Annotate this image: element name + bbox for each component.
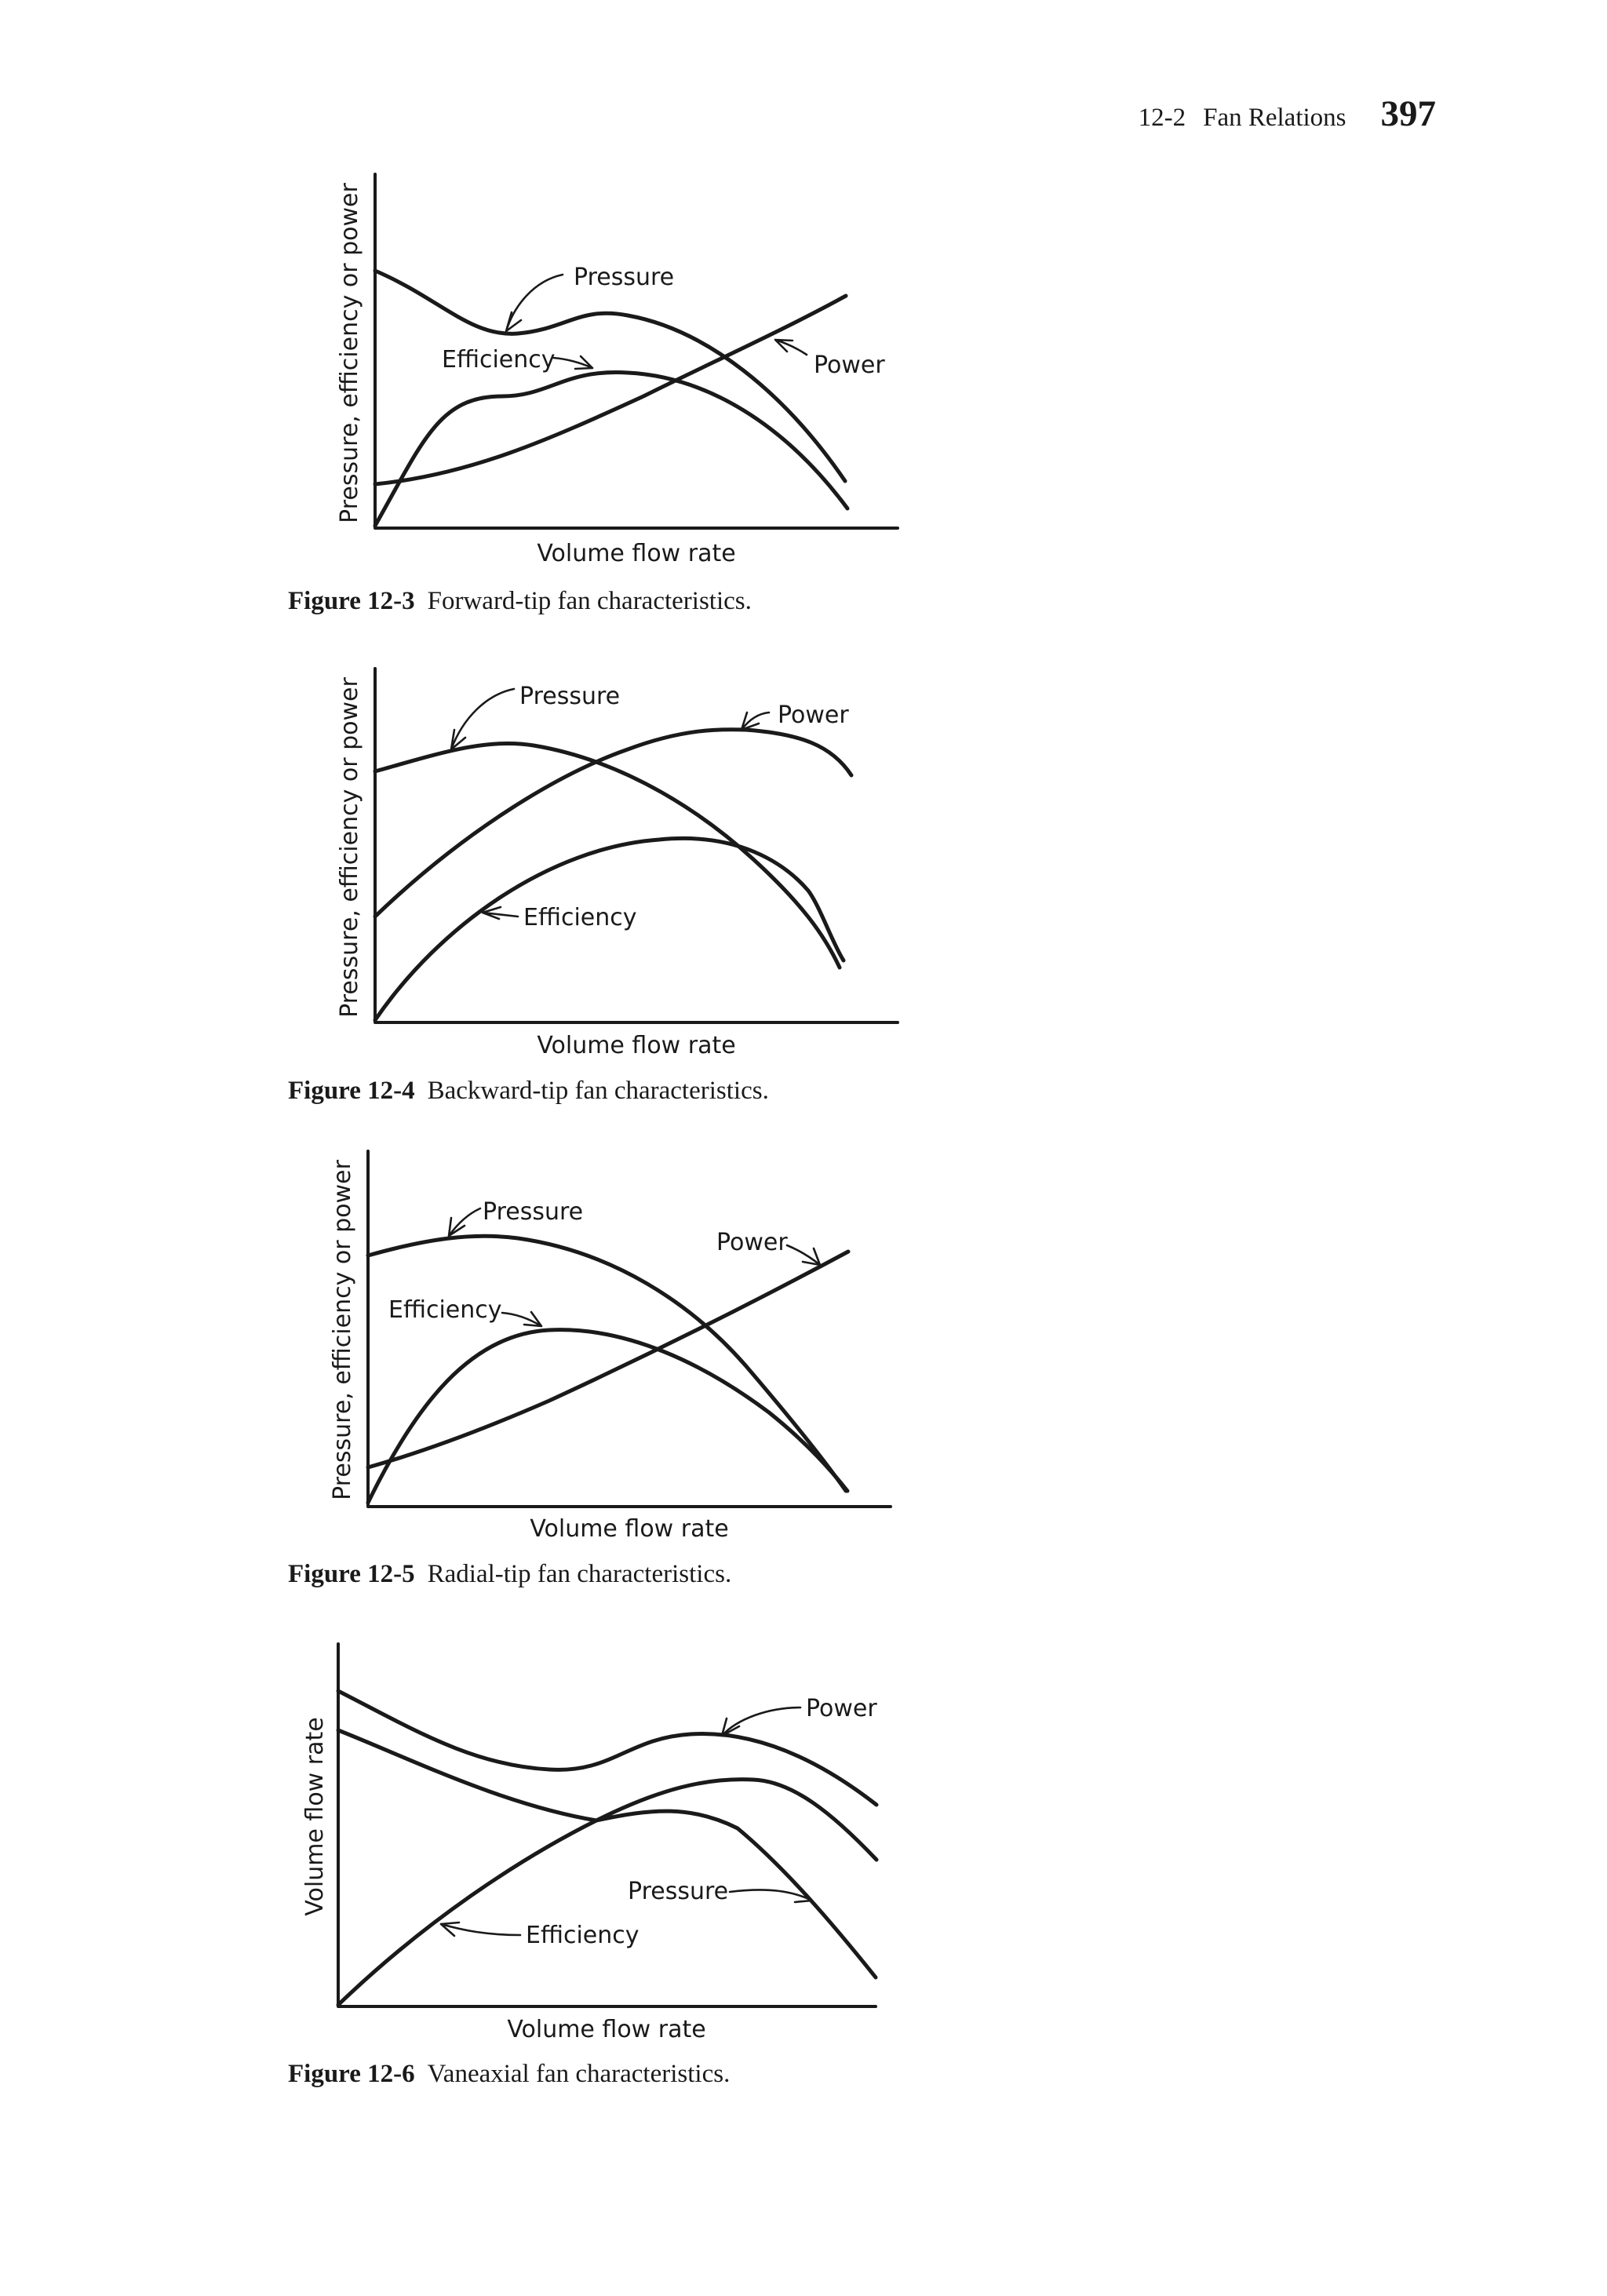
figure-12-6-caption bbox=[288, 2060, 730, 2089]
figure-12-4-caption bbox=[288, 1077, 769, 1106]
fig5-pressure-curve bbox=[368, 1236, 846, 1491]
fig6-axes bbox=[338, 1644, 876, 2006]
figure-12-6-caption-text: Vaneaxial fan characteristics. bbox=[427, 2060, 731, 2088]
fig3-xlabel: Volume flow rate bbox=[537, 540, 736, 567]
fig4-ylabel: Pressure, efficiency or power bbox=[336, 677, 363, 1018]
figure-12-6-chart bbox=[0, 1636, 942, 2044]
fig6-ylabel: Volume flow rate bbox=[301, 1717, 329, 1916]
figure-12-4-number: Figure 12-4 bbox=[288, 1077, 415, 1105]
figure-12-6-number: Figure 12-6 bbox=[288, 2060, 415, 2088]
page-number: 397 bbox=[1380, 93, 1436, 134]
fig5-xlabel: Volume flow rate bbox=[530, 1515, 729, 1543]
fig5-pressure-label: Pressure bbox=[483, 1198, 584, 1226]
fig5-ylabel: Pressure, efficiency or power bbox=[329, 1160, 356, 1500]
figure-12-5-caption bbox=[288, 1560, 731, 1589]
fig3-power-curve bbox=[375, 296, 846, 484]
fig6-efficiency-leader bbox=[441, 1922, 520, 1936]
fig3-pressure-curve bbox=[375, 271, 845, 481]
fig5-power-leader bbox=[787, 1245, 820, 1265]
figure-12-5-caption-text: Radial-tip fan characteristics. bbox=[427, 1560, 732, 1588]
running-head-title: Fan Relations bbox=[1203, 104, 1346, 132]
fig6-power-label: Power bbox=[806, 1695, 877, 1722]
fig4-pressure-leader bbox=[451, 689, 514, 749]
fig4-xlabel: Volume flow rate bbox=[537, 1032, 736, 1059]
fig3-efficiency-curve bbox=[375, 373, 847, 526]
fig6-xlabel: Volume flow rate bbox=[507, 2016, 706, 2043]
figure-12-5-chart bbox=[0, 1142, 942, 1550]
fig6-efficiency-label: Efficiency bbox=[526, 1922, 640, 1949]
fig5-efficiency-leader bbox=[502, 1312, 541, 1326]
fig4-power-label: Power bbox=[778, 702, 849, 729]
fig6-pressure-label: Pressure bbox=[628, 1878, 729, 1905]
fig4-efficiency-leader bbox=[483, 907, 518, 919]
fig6-power-leader bbox=[722, 1707, 800, 1736]
fig5-efficiency-curve bbox=[368, 1330, 847, 1503]
fig5-power-label: Power bbox=[716, 1229, 788, 1256]
figure-12-5-number: Figure 12-5 bbox=[288, 1560, 415, 1588]
fig3-power-label: Power bbox=[814, 352, 885, 379]
figure-12-4-chart bbox=[0, 659, 942, 1067]
running-head bbox=[1139, 93, 1436, 135]
fig3-ylabel: Pressure, efficiency or power bbox=[336, 183, 363, 523]
fig4-pressure-label: Pressure bbox=[519, 683, 621, 710]
fig4-power-curve bbox=[375, 730, 851, 917]
figure-12-3-number: Figure 12-3 bbox=[288, 587, 415, 615]
fig4-efficiency-label: Efficiency bbox=[523, 904, 637, 931]
figure-12-3-caption-text: Forward-tip fan characteristics. bbox=[427, 587, 752, 615]
fig4-power-leader bbox=[742, 712, 769, 730]
figure-12-3-chart bbox=[0, 165, 942, 573]
fig3-pressure-leader bbox=[506, 275, 563, 331]
figure-12-4-caption-text: Backward-tip fan characteristics. bbox=[427, 1077, 769, 1105]
fig3-power-leader bbox=[775, 340, 807, 355]
figure-12-3-caption bbox=[288, 587, 752, 616]
fig5-pressure-leader bbox=[449, 1208, 480, 1236]
fig5-power-curve bbox=[368, 1252, 848, 1467]
fig3-efficiency-label: Efficiency bbox=[442, 346, 556, 374]
fig3-efficiency-leader bbox=[553, 356, 592, 369]
running-head-section: 12-2 bbox=[1138, 104, 1186, 132]
fig5-efficiency-label: Efficiency bbox=[388, 1296, 502, 1324]
fig6-efficiency-curve bbox=[338, 1780, 876, 2005]
fig3-pressure-label: Pressure bbox=[574, 264, 675, 291]
